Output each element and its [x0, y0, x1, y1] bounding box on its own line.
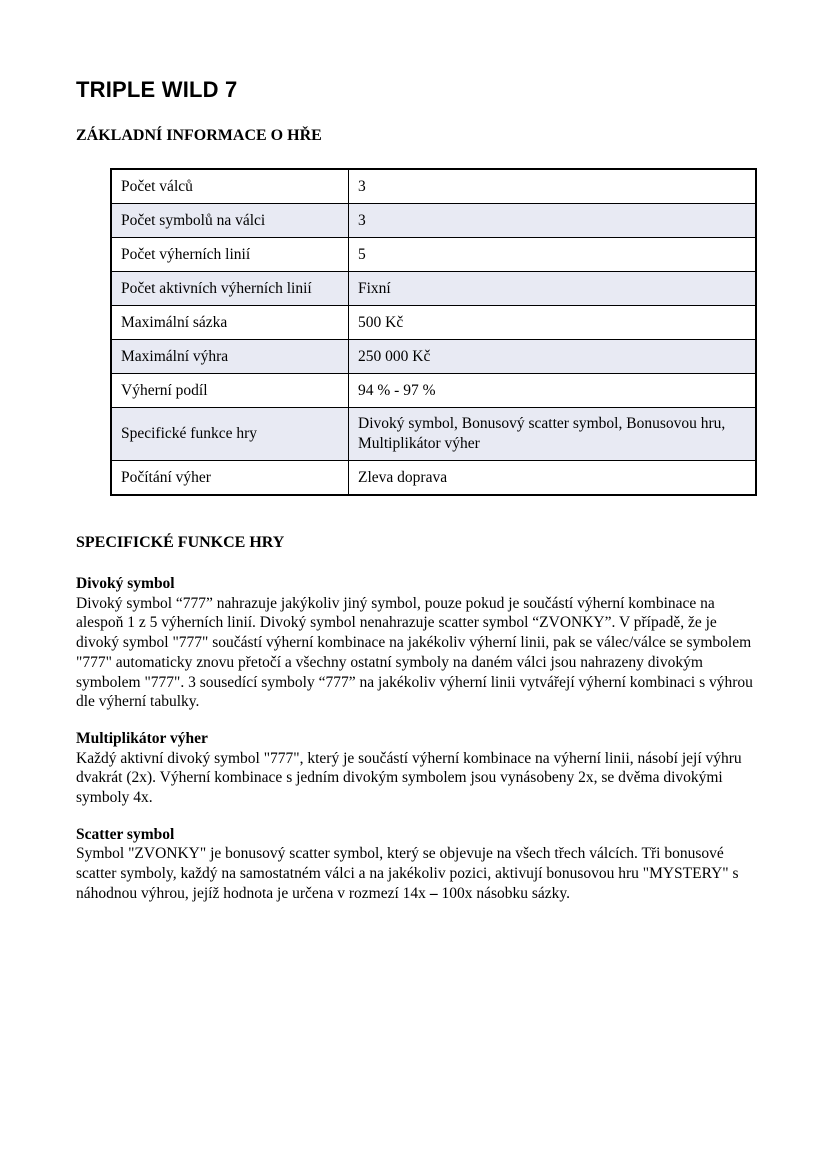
game-info-table [110, 168, 757, 496]
row-label: Počet symbolů na válci [111, 204, 349, 238]
scatter-text-after-dash: 100x násobku sázky. [437, 884, 571, 902]
page-title: TRIPLE WILD 7 [76, 77, 238, 102]
scatter-bold-dash: – [429, 884, 438, 902]
table-row [111, 340, 756, 374]
row-label: Počítání výher [111, 461, 349, 496]
feature-body-multiplier: Každý aktivní divoký symbol "777", který je součástí výherní kombinace na výherní linii, násobí její výhru dvakrát (2x). Výherní kombinace s jedním divokým symbolem jsou vynásobeny 2x, se dvěma divokými symboly 4x. [76, 749, 742, 807]
row-value: 3 [349, 204, 757, 238]
row-value: Fixní [349, 272, 757, 306]
section-heading-basic-info: ZÁKLADNÍ INFORMACE O HŘE [76, 127, 322, 144]
feature-heading-scatter: Scatter symbol [76, 825, 175, 843]
row-label: Počet výherních linií [111, 238, 349, 272]
row-value: 5 [349, 238, 757, 272]
feature-body-scatter [76, 844, 754, 903]
row-value: Divoký symbol, Bonusový scatter symbol, Bonusovou hru, Multiplikátor výher [349, 408, 757, 461]
table-row [111, 461, 756, 496]
row-label: Maximální výhra [111, 340, 349, 374]
table-row [111, 374, 756, 408]
table-row [111, 408, 756, 461]
scatter-text-before-dash: Symbol "ZVONKY" je bonusový scatter symbol, který se objevuje na všech třech válcích. Tři bonusové scatter symboly, každý na samostatném válci a na jakékoliv pozici, aktivují bonusovou hru "MYSTERY" s náhodnou výhrou, jejíž hodnota je určena v rozmezí 14x [76, 845, 739, 902]
row-label: Počet aktivních výherních linií [111, 272, 349, 306]
table-row [111, 204, 756, 238]
feature-body-wild: Divoký symbol “777” nahrazuje jakýkoliv jiný symbol, pouze pokud je součástí výherní kombinace na alespoň 1 z 5 výherních linií. Divoký symbol nenahrazuje scatter symbol “ZVONKY”. V případě, že je divoký symbol "777" součástí výherní kombinace na jakékoliv výherní linii, pak se válec/válce se symbolem "777" automaticky znovu přetočí a všechny ostatní symboly na daném válci jsou nahrazeny divokým symbolem "777". 3 sousedící symboly “777” na jakékoliv výherní linii vytvářejí výherní kombinaci s výhrou dle výherní tabulky. [76, 594, 753, 711]
table-row [111, 238, 756, 272]
table-row [111, 272, 756, 306]
feature-scatter-symbol [76, 825, 754, 904]
feature-heading-wild: Divoký symbol [76, 575, 175, 592]
feature-win-multiplier [76, 729, 754, 808]
row-label: Specifické funkce hry [111, 408, 349, 461]
row-value: 94 % - 97 % [349, 374, 757, 408]
row-label: Maximální sázka [111, 306, 349, 340]
row-value: Zleva doprava [349, 461, 757, 496]
row-label: Počet válců [111, 169, 349, 204]
section-heading-specific-functions: SPECIFICKÉ FUNKCE HRY [76, 534, 285, 551]
row-value: 3 [349, 169, 757, 204]
table-row [111, 169, 756, 204]
row-value: 500 Kč [349, 306, 757, 340]
feature-heading-multiplier: Multiplikátor výher [76, 729, 208, 747]
row-label: Výherní podíl [111, 374, 349, 408]
table-row [111, 306, 756, 340]
row-value: 250 000 Kč [349, 340, 757, 374]
feature-wild-symbol [76, 574, 754, 712]
